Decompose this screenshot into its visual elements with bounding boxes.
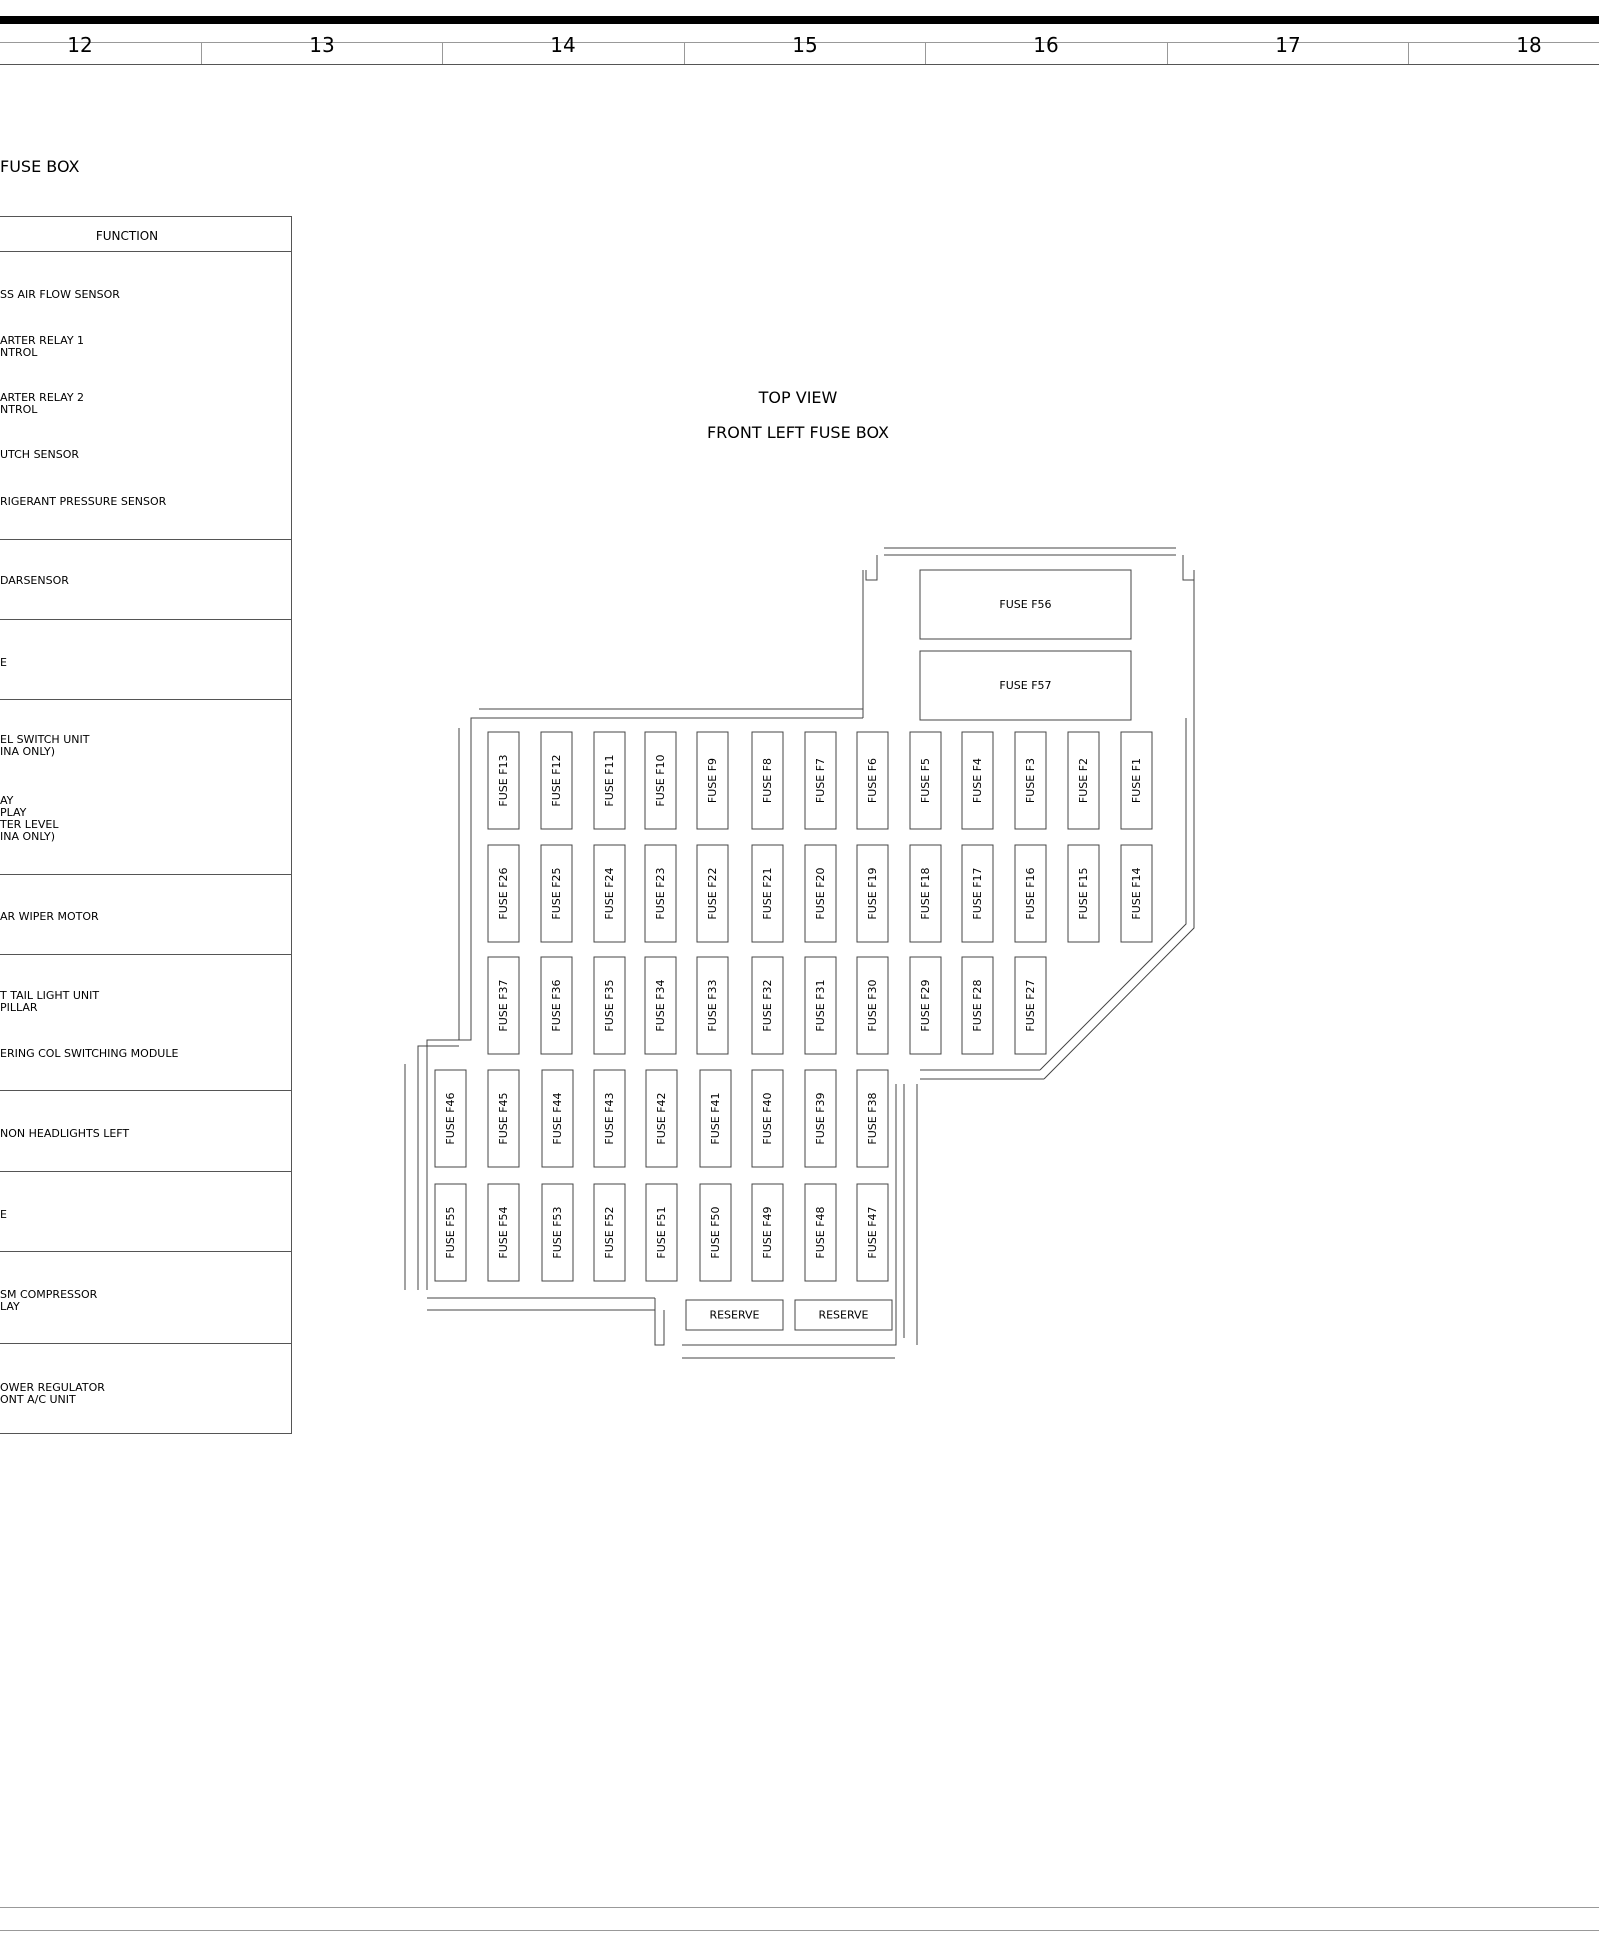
fuse-slot bbox=[857, 1070, 888, 1167]
function-entry: UTCH SENSOR bbox=[0, 448, 80, 461]
fuse-label: RESERVE bbox=[709, 1308, 760, 1322]
fuse-slot bbox=[1068, 732, 1099, 829]
fuse-slot bbox=[542, 1070, 573, 1167]
fuse-label: FUSE F32 bbox=[761, 979, 774, 1032]
fuse-slot bbox=[752, 1070, 783, 1167]
fuse-label: FUSE F35 bbox=[603, 979, 616, 1032]
fuse-label: FUSE F34 bbox=[654, 979, 667, 1032]
fuse-slot bbox=[488, 845, 519, 942]
function-entry: AR WIPER MOTOR bbox=[0, 910, 99, 923]
fuse-slot bbox=[542, 1184, 573, 1281]
fuse-slot bbox=[646, 1070, 677, 1167]
fuse-slot bbox=[752, 732, 783, 829]
fuse-label: FUSE F56 bbox=[999, 598, 1052, 611]
fuse-slot bbox=[1015, 845, 1046, 942]
housing-outline bbox=[1040, 718, 1186, 1070]
fuse-label: FUSE F53 bbox=[551, 1206, 564, 1259]
fuse-slot bbox=[488, 1070, 519, 1167]
function-entry: SS AIR FLOW SENSOR bbox=[0, 288, 120, 301]
fuse-slot bbox=[541, 845, 572, 942]
fuse-label: FUSE F29 bbox=[919, 979, 932, 1032]
fuse-label: FUSE F22 bbox=[706, 867, 719, 920]
fuse-label: FUSE F47 bbox=[866, 1206, 879, 1259]
fuse-label: FUSE F25 bbox=[550, 867, 563, 920]
fuse-slot bbox=[700, 1184, 731, 1281]
fuse-slot bbox=[910, 845, 941, 942]
fuse-label: FUSE F43 bbox=[603, 1092, 616, 1145]
fuse-label: FUSE F21 bbox=[761, 867, 774, 920]
function-entry: T TAIL LIGHT UNIT PILLAR bbox=[0, 989, 100, 1014]
function-entry: ARTER RELAY 1 NTROL bbox=[0, 334, 85, 359]
fuse-label: FUSE F19 bbox=[866, 867, 879, 920]
fuse-label: FUSE F49 bbox=[761, 1206, 774, 1259]
fuse-label: FUSE F23 bbox=[654, 867, 667, 920]
fuse-label: FUSE F31 bbox=[814, 979, 827, 1032]
ruler-label: 18 bbox=[1516, 33, 1542, 57]
fuse-slot bbox=[594, 957, 625, 1054]
fuse-slot bbox=[646, 1184, 677, 1281]
fuse-slot bbox=[752, 957, 783, 1054]
ruler-label: 15 bbox=[792, 33, 818, 57]
function-entry: DARSENSOR bbox=[0, 574, 69, 587]
fuse-slot bbox=[645, 732, 676, 829]
fuse-label: FUSE F14 bbox=[1130, 867, 1143, 920]
fuse-label: FUSE F52 bbox=[603, 1206, 616, 1259]
fuse-slot bbox=[962, 845, 993, 942]
reserve-slot bbox=[686, 1300, 783, 1330]
fuse-label: FUSE F38 bbox=[866, 1092, 879, 1145]
page-border-line bbox=[0, 1907, 1599, 1908]
fuse-label: FUSE F55 bbox=[444, 1206, 457, 1259]
fuse-label: FUSE F41 bbox=[709, 1092, 722, 1145]
fuse-label: FUSE F36 bbox=[550, 979, 563, 1032]
fuse-slot bbox=[752, 845, 783, 942]
fuse-slot bbox=[752, 1184, 783, 1281]
fuse-label: FUSE F2 bbox=[1077, 757, 1090, 804]
fuse-label: FUSE F48 bbox=[814, 1206, 827, 1259]
fuse-label: FUSE F3 bbox=[1024, 757, 1037, 804]
fuse-slot bbox=[910, 732, 941, 829]
fuse-slot bbox=[697, 845, 728, 942]
fuse-slot bbox=[805, 1184, 836, 1281]
fuse-label: FUSE F45 bbox=[497, 1092, 510, 1145]
fuse-label: FUSE F33 bbox=[706, 979, 719, 1032]
fuse-slot bbox=[857, 732, 888, 829]
fuse-label: FUSE F20 bbox=[814, 867, 827, 920]
fuse-slot bbox=[1015, 957, 1046, 1054]
function-entry: RIGERANT PRESSURE SENSOR bbox=[0, 495, 167, 508]
fuse-label: FUSE F4 bbox=[971, 757, 984, 804]
fuse-slot bbox=[488, 1184, 519, 1281]
fuse-label: FUSE F27 bbox=[1024, 979, 1037, 1032]
function-entry: E bbox=[0, 1208, 7, 1221]
fuse-label: FUSE F9 bbox=[706, 757, 719, 804]
fuse-label: FUSE F28 bbox=[971, 979, 984, 1032]
function-entry: ARTER RELAY 2 NTROL bbox=[0, 391, 85, 416]
fuse-slot bbox=[857, 1184, 888, 1281]
housing-outline bbox=[655, 1298, 664, 1345]
fuse-label: FUSE F16 bbox=[1024, 867, 1037, 920]
fuse-label: FUSE F11 bbox=[603, 754, 616, 807]
fuse-label: FUSE F39 bbox=[814, 1092, 827, 1145]
function-entry: EL SWITCH UNIT INA ONLY) bbox=[0, 733, 90, 758]
fuse-label: FUSE F54 bbox=[497, 1206, 510, 1259]
fuse-label: FUSE F40 bbox=[761, 1092, 774, 1145]
fuse-slot bbox=[645, 957, 676, 1054]
function-entry: OWER REGULATOR ONT A/C UNIT bbox=[0, 1381, 105, 1406]
fuse-label: FUSE F6 bbox=[866, 757, 879, 804]
section-title: FUSE BOX bbox=[0, 157, 80, 176]
function-entry: E bbox=[0, 656, 7, 669]
fuse-label: FUSE F7 bbox=[814, 757, 827, 804]
fuse-slot bbox=[857, 957, 888, 1054]
fuse-slot bbox=[805, 1070, 836, 1167]
reserve-slot bbox=[795, 1300, 892, 1330]
diagram-title: FRONT LEFT FUSE BOX bbox=[706, 423, 890, 442]
function-entry: ERING COL SWITCHING MODULE bbox=[0, 1047, 179, 1060]
fuse-label: FUSE F46 bbox=[444, 1092, 457, 1145]
fuse-slot bbox=[435, 1184, 466, 1281]
fuse-label: FUSE F24 bbox=[603, 867, 616, 920]
fuse-label: FUSE F37 bbox=[497, 979, 510, 1032]
fuse-slot bbox=[1068, 845, 1099, 942]
fuse-slot bbox=[541, 957, 572, 1054]
view-label: TOP VIEW bbox=[758, 388, 838, 407]
fuse-label: FUSE F12 bbox=[550, 754, 563, 807]
housing-outline bbox=[866, 555, 877, 580]
fuse-slot bbox=[805, 845, 836, 942]
ruler-label: 16 bbox=[1033, 33, 1059, 57]
fuse-slot bbox=[857, 845, 888, 942]
fuse-label: RESERVE bbox=[818, 1308, 869, 1322]
fuse-slot bbox=[962, 957, 993, 1054]
fuse-slot bbox=[962, 732, 993, 829]
housing-outline bbox=[1044, 718, 1194, 1079]
fuse-slot bbox=[697, 957, 728, 1054]
fuse-slot bbox=[700, 1070, 731, 1167]
fuse-slot bbox=[1121, 845, 1152, 942]
fuse-label: FUSE F51 bbox=[655, 1206, 668, 1259]
fuse-label: FUSE F13 bbox=[497, 754, 510, 807]
fuse-slot bbox=[488, 957, 519, 1054]
fuse-slot bbox=[805, 957, 836, 1054]
fuse-label: FUSE F1 bbox=[1130, 757, 1143, 804]
ruler-label: 14 bbox=[550, 33, 576, 57]
fuse-slot bbox=[594, 1070, 625, 1167]
fuse-slot bbox=[697, 732, 728, 829]
fuse-label: FUSE F26 bbox=[497, 867, 510, 920]
fuse-label: FUSE F18 bbox=[919, 867, 932, 920]
fuse-slot bbox=[910, 957, 941, 1054]
function-entry: AY PLAY TER LEVEL INA ONLY) bbox=[0, 794, 59, 843]
fuse-slot bbox=[594, 1184, 625, 1281]
function-header: FUNCTION bbox=[95, 229, 159, 243]
fuse-label: FUSE F57 bbox=[999, 679, 1052, 692]
fuse-slot bbox=[488, 732, 519, 829]
fuse-label: FUSE F15 bbox=[1077, 867, 1090, 920]
fuse-label: FUSE F30 bbox=[866, 979, 879, 1032]
large-fuse bbox=[920, 651, 1131, 720]
fuse-slot bbox=[435, 1070, 466, 1167]
fuse-label: FUSE F50 bbox=[709, 1206, 722, 1259]
fuse-label: FUSE F42 bbox=[655, 1092, 668, 1145]
housing-outline bbox=[418, 1046, 459, 1064]
housing-outline bbox=[1183, 555, 1194, 580]
fuse-label: FUSE F8 bbox=[761, 757, 774, 804]
fuse-slot bbox=[805, 732, 836, 829]
housing-outline bbox=[882, 1330, 896, 1345]
fuse-label: FUSE F5 bbox=[919, 757, 932, 804]
function-entry: SM COMPRESSOR LAY bbox=[0, 1288, 98, 1313]
fuse-slot bbox=[594, 732, 625, 829]
function-entry: NON HEADLIGHTS LEFT bbox=[0, 1127, 130, 1140]
ruler-label: 17 bbox=[1275, 33, 1301, 57]
page-border-line bbox=[0, 1930, 1599, 1931]
fuse-label: FUSE F44 bbox=[551, 1092, 564, 1145]
fuse-slot bbox=[645, 845, 676, 942]
ruler-label: 13 bbox=[309, 33, 335, 57]
fuse-slot bbox=[594, 845, 625, 942]
fuse-slot bbox=[541, 732, 572, 829]
ruler-label: 12 bbox=[67, 33, 93, 57]
fuse-slot bbox=[1015, 732, 1046, 829]
fuse-label: FUSE F10 bbox=[654, 754, 667, 807]
large-fuse bbox=[920, 570, 1131, 639]
fuse-label: FUSE F17 bbox=[971, 867, 984, 920]
fuse-slot bbox=[1121, 732, 1152, 829]
